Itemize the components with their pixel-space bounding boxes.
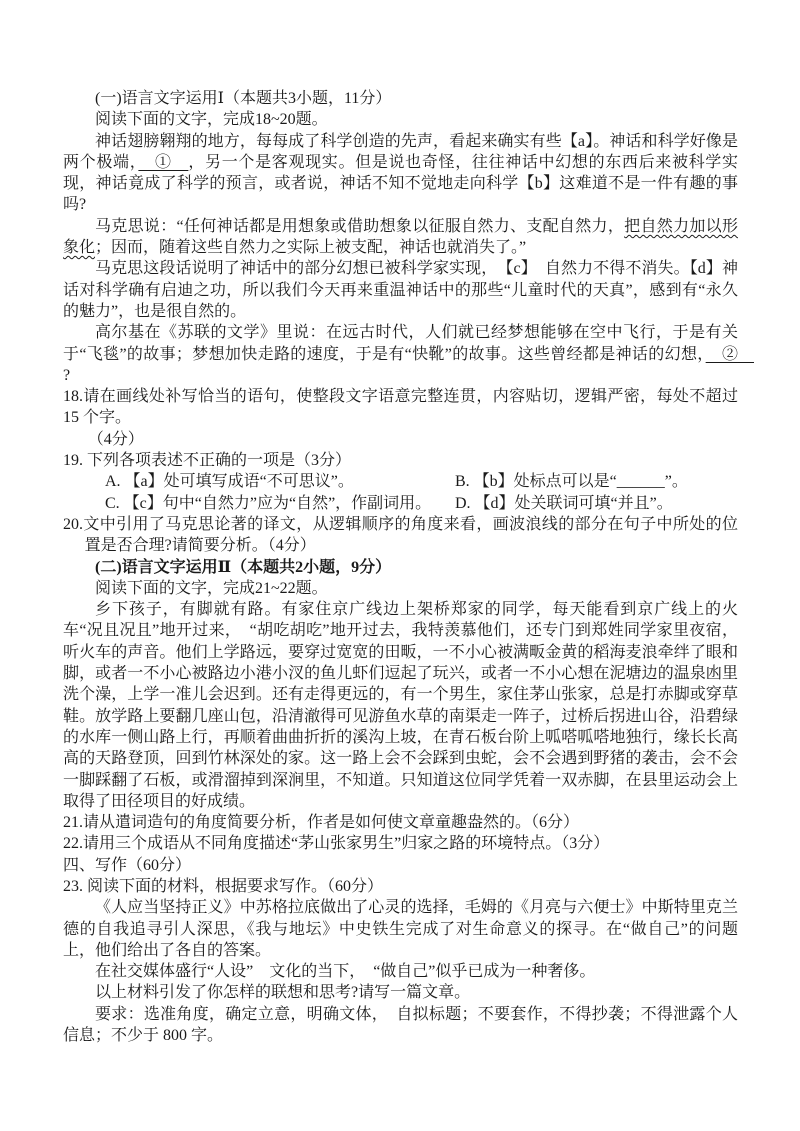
passage1-paragraph-3: 马克思这段话说明了神话中的部分幻想已被科学家实现， 【c】 自然力不得不消失。【d】神话对科学确有启迪之功，所以我们今天再来重温神话中的那些“儿童时代的天真”，感到有“永久的魅力”，也是很自然的。 [63,260,738,320]
section2-intro: 阅读下面的文字，完成21~22题。 [95,579,328,597]
section1-heading: (一)语言文字运用Ⅰ（本题共3小题，11分） [95,90,392,107]
question-18-score: （4分） [87,430,144,448]
question-18: 18.请在画线处补写恰当的语句，使整段文字语意完整连贯，内容贴切，逻辑严密，每处不超过 15 个字。 [63,388,738,427]
section2-heading: (二)语言文字运用Ⅱ（本题共2小题，9分） [95,558,392,576]
essay-requirements-paragraph: 要求：选准角度，确定立意，明确文体， 自拟标题；不要套作，不得抄袭；不得泄露个人信息；不少于 800 字。 [63,1005,738,1045]
marx-quote-text-b: ；因而，随着这些自然力之实际上被支配，神话也就消失了。” [95,239,527,257]
passage1-text-a: 神话翅膀翱翔的地方，每每成了科学创造的先声，看起来确实有些【a】。神话和科学好像是两个极端， [63,132,738,171]
fill-blank-2: ② [705,345,754,363]
question-19-options-row-2 [63,493,738,514]
section4-heading: 四、写作（60分） [63,856,192,874]
section1-intro: 阅读下面的文字，完成18~20题。 [95,111,328,129]
question-23: 23. 阅读下面的材料，根据要求写作。（60分） [63,877,384,895]
question-19-options-row-1 [63,471,738,492]
option-b: B. 【b】处标点可以是“______”。 [455,473,688,491]
gorky-text-a: 高尔基在《苏联的文学》里说：在远古时代，人们就已经梦想能够在空中飞行，于是有关于“飞毯”的故事；梦想加快走路的速度，于是有“快靴”的故事。这些曾经都是神话的幻想， [63,324,738,363]
essay-material-paragraph-2: 在社交媒体盛行“人设” 文化的当下， “做自己”似乎已成为一种奢侈。 [95,963,596,981]
option-d: D. 【d】处关联词可填“并且”。 [455,494,673,512]
fill-blank-1: ① [138,153,189,171]
question-21: 21.请从遣词造句的角度简要分析，作者是如何使文章童趣盎然的。（6分） [63,814,580,832]
marx-quote-text-a: 马克思说：“任何神话都是用想象或借助想象以征服自然力、支配自然力， [95,217,625,235]
essay-material-paragraph-1: 《人应当坚持正义》中苏格拉底做出了心灵的选择，毛姆的《月亮与六便士》中斯特里克兰德的自我追寻引人深思，《我与地坛》中史铁生完成了对生命意义的探寻。在“做自己”的问题上，他们给出了各自的答案。 [63,899,738,959]
passage1-paragraph-4 [63,322,754,386]
passage2-paragraph: 乡下孩子，有脚就有路。有家住京广线边上架桥郑家的同学，每天能看到京广线上的火车“况且况且”地开过来， “胡吃胡吃”地开过去，我特羡慕他们，还专门到郑姓同学家里夜宿，听火车的声音。他们上学路远，要穿过宽宽的田畈，一不小心被满畈金黄的稻海麦浪牵绊了眼和脚，或者一不小心被路边小港小汊的鱼儿虾们逗起了玩兴，或者一不小心想在泥塘边的温泉凼里洗个澡，上学一准儿会迟到。还有走得更远的，有一个男生，家住茅山张家，总是打赤脚或穿草鞋。放学路上要翻几座山包，沿清澈得可见游鱼水草的南渠走一阵子，过桥后拐进山谷，沿碧绿的水库一侧山路上行，再顺着曲曲折折的溪沟上坡，在青石板台阶上呱嗒呱嗒地独行，缘长长高高的天路登顶，回到竹林深处的家。这一路上会不会踩到虫蛇，会不会遇到野猪的袭击，会不会一脚踩翻了石板，或滑溜掉到深涧里，不知道。只知道这位同学凭着一双赤脚，在县里运动会上取得了田径项目的好成绩。 [63,601,738,810]
wavy-underlined-phrase: 把自然力加以形象化 [63,217,738,257]
gorky-text-b: ? [63,366,71,384]
passage1-text-b: ，另一个是客观现实。但是说也奇怪，往往神话中幻想的东西后来被科学实现，神话竟成了科学的预言，或者说，神话不知不觉地走向科学【b】这难道不是一件有趣的事吗? [63,153,738,214]
question-19: 19. 下列各项表述不正确的一项是（3分） [63,452,352,470]
question-22: 22.请用三个成语从不同角度描述“茅山张家男生”归家之路的环境特点。（3分） [63,835,610,853]
question-20: 20.文中引用了马克思论著的译文，从逻辑顺序的角度来看，画波浪线的部分在句子中所处的位置是否合理?请简要分析。（4分） [63,515,738,555]
passage1-paragraph-1 [63,131,738,216]
option-c: C. 【c】句中“自然力”应为“自然”，作副词用。 [105,494,432,512]
passage1-paragraph-2 [63,216,738,259]
essay-prompt-line: 以上材料引发了你怎样的联想和思考?请写一篇文章。 [95,984,471,1002]
option-a: A. 【a】处可填写成语“不可思议”。 [105,473,354,491]
